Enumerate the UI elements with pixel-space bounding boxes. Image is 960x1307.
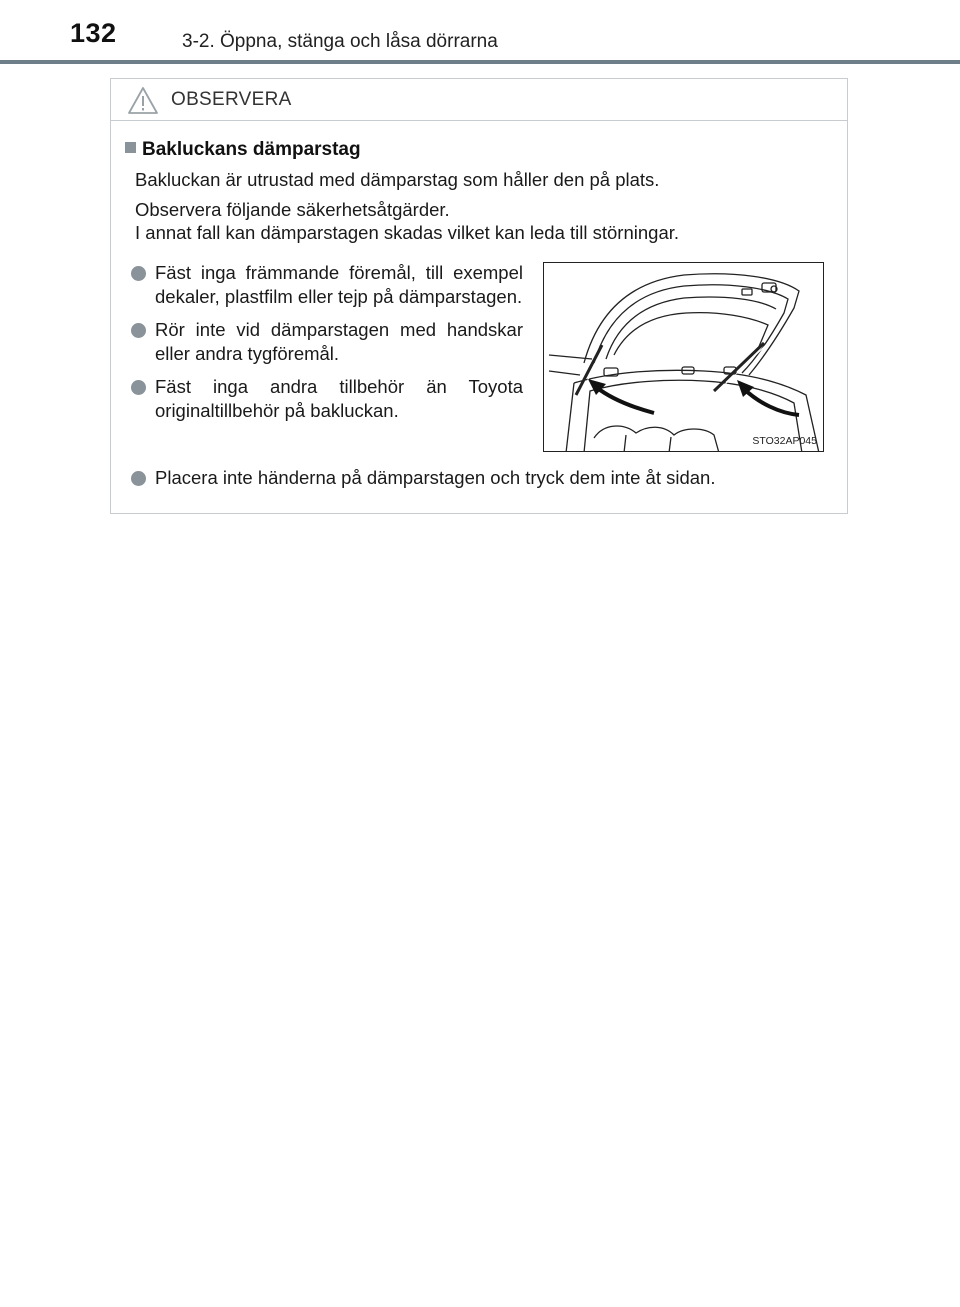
list-item [131, 375, 523, 422]
section-title-text: Bakluckans dämparstag [142, 139, 361, 160]
liftgate-drawing [544, 263, 824, 452]
bullet-list [131, 261, 523, 432]
note-paragraph [135, 198, 679, 244]
figure-code: STO32AP045 [752, 435, 817, 447]
note-line-2: I annat fall kan dämparstagen skadas vilket kan leda till störningar. [135, 222, 680, 243]
warning-icon [127, 86, 159, 115]
bullet-text: Fäst inga främmande föremål, till exempel dekaler, plastfilm eller tejp på dämparstagen. [155, 262, 523, 307]
note-line-1: Observera följande säkerhetsåtgärder. [135, 199, 450, 220]
bullet-dot-icon [131, 380, 146, 395]
list-item [131, 466, 855, 490]
bullet-dot-icon [131, 266, 146, 281]
bullet-text: Placera inte händerna på dämparstagen och tryck dem inte åt sidan. [155, 467, 716, 488]
bullet-dot-icon [131, 323, 146, 338]
caution-header [111, 79, 847, 121]
caution-label: OBSERVERA [171, 89, 292, 110]
section-title [125, 139, 361, 161]
page-number: 132 [70, 18, 117, 48]
bullet-text: Rör inte vid dämparstagen med handskar eller andra tygföremål. [155, 319, 523, 364]
bullet-dot-icon [131, 471, 146, 486]
header-rule [0, 60, 960, 64]
list-item [131, 318, 523, 365]
bullet-text: Fäst inga andra tillbehör än Toyota originaltillbehör på bakluckan. [155, 376, 523, 421]
intro-paragraph: Bakluckan är utrustad med dämparstag som håller den på plats. [135, 169, 660, 190]
liftgate-illustration [543, 262, 824, 452]
caution-box [110, 78, 848, 514]
chapter-title: 3-2. Öppna, stänga och låsa dörrarna [182, 31, 498, 52]
square-bullet-icon [125, 142, 136, 153]
list-item [131, 261, 523, 308]
